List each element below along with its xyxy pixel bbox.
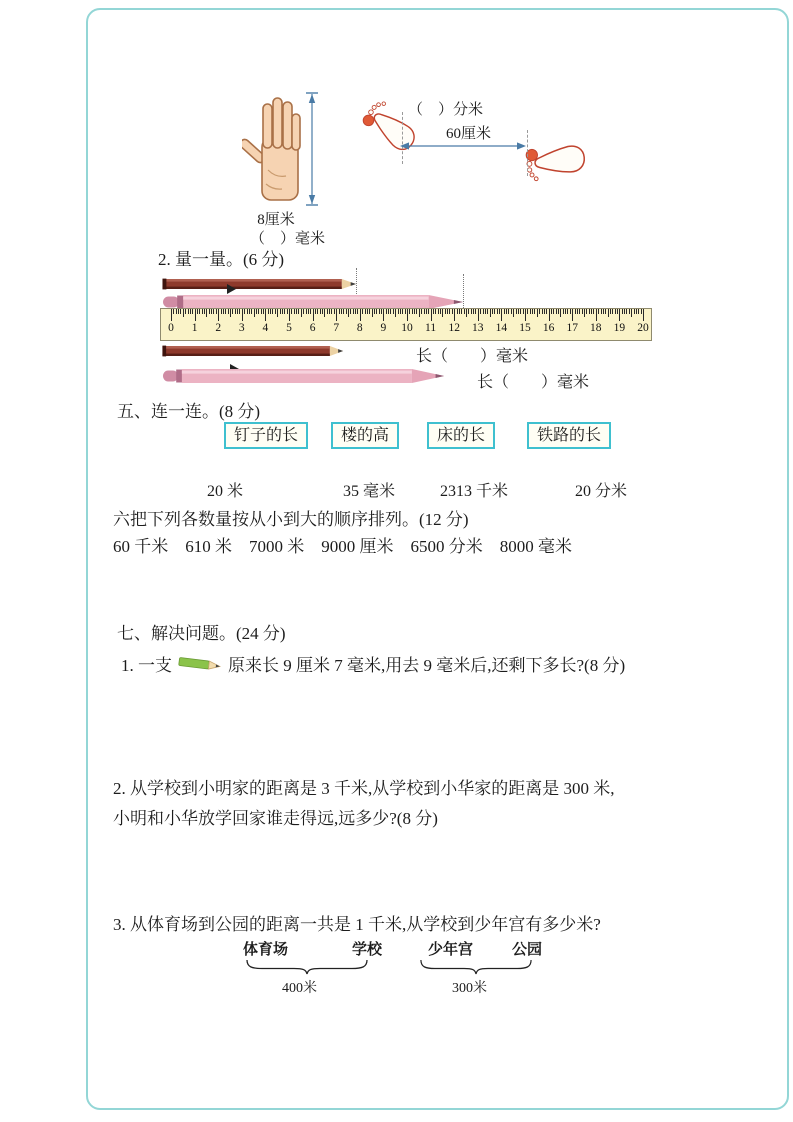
ruler-tick xyxy=(213,309,214,314)
q7-problem-1 xyxy=(121,651,625,676)
pencil-b-length-label: 长（ ）毫米 xyxy=(477,374,590,391)
ruler-tick xyxy=(608,309,609,317)
ruler-number: 3 xyxy=(238,322,245,334)
ruler-tick xyxy=(532,309,533,314)
ruler-tick xyxy=(376,309,377,314)
hand-drawing xyxy=(242,92,306,204)
ruler-tick xyxy=(294,309,295,314)
q7-problem-2-line2: 小明和小华放学回家谁走得远,远多少?(8 分) xyxy=(113,809,438,828)
pencil-dark-bottom xyxy=(162,344,345,358)
ruler-tick xyxy=(622,309,623,314)
ruler-tick xyxy=(301,309,302,317)
ruler-tick xyxy=(334,309,335,314)
ruler-tick xyxy=(188,309,189,314)
ruler-tick xyxy=(247,309,248,314)
pencil-a-length-label: 长（ ）毫米 xyxy=(416,348,529,365)
ruler-tick xyxy=(277,309,278,317)
ruler-tick xyxy=(475,309,476,314)
ruler-tick xyxy=(440,309,441,314)
ruler-tick xyxy=(324,309,325,317)
ruler-tick xyxy=(421,309,422,314)
ruler-tick xyxy=(310,309,311,314)
pencil-dark-top xyxy=(162,277,358,291)
ruler-tick xyxy=(586,309,587,314)
ruler-tick xyxy=(244,309,245,314)
ruler-tick xyxy=(466,309,467,317)
ruler-number: 11 xyxy=(425,322,437,334)
ruler-number: 14 xyxy=(495,322,508,334)
ruler-tick xyxy=(173,309,174,314)
ruler-tick xyxy=(315,309,316,314)
ruler-tick xyxy=(412,309,413,314)
ruler-tick xyxy=(487,309,488,314)
ruler-tick xyxy=(223,309,224,314)
ruler-tick xyxy=(615,309,616,314)
ruler-tick xyxy=(445,309,446,314)
match-value-2: 35 毫米 xyxy=(343,483,396,500)
ruler-tick xyxy=(582,309,583,314)
ruler-tick xyxy=(537,309,538,317)
ruler-tick xyxy=(617,309,618,314)
ruler-tick xyxy=(409,309,410,314)
ruler-tick xyxy=(249,309,250,314)
hand-figure xyxy=(242,92,306,204)
ruler-tick xyxy=(565,309,566,314)
ruler-tick xyxy=(407,309,408,321)
ruler-tick xyxy=(631,309,632,317)
ruler-tick xyxy=(478,309,479,321)
ruler-tick xyxy=(398,309,399,314)
ruler-tick xyxy=(619,309,620,321)
ruler-tick xyxy=(308,309,309,314)
ruler-tick xyxy=(572,309,573,321)
ruler-tick xyxy=(195,309,196,321)
pencil-tip-guide-2 xyxy=(463,274,464,308)
ruler-number: 6 xyxy=(309,322,316,334)
hand-height-bracket xyxy=(304,92,320,206)
ruler-tick xyxy=(180,309,181,314)
ruler-tick xyxy=(508,309,509,314)
ruler-tick xyxy=(284,309,285,314)
ruler-tick xyxy=(563,309,564,314)
ruler-tick xyxy=(216,309,217,314)
ruler-number: 9 xyxy=(380,322,387,334)
q7-problem-2-line1: 2. 从学校到小明家的距离是 3 千米,从学校到小华家的距离是 300 米, xyxy=(113,779,615,798)
ruler-tick xyxy=(232,309,233,314)
ruler-tick xyxy=(567,309,568,314)
ruler-tick xyxy=(558,309,559,314)
ruler-tick xyxy=(414,309,415,314)
ruler-tick xyxy=(591,309,592,314)
ruler xyxy=(160,308,652,341)
ruler-number: 10 xyxy=(401,322,413,334)
ruler-tick xyxy=(480,309,481,314)
ruler-tick xyxy=(388,309,389,314)
q7-problem-1-text: 原来长 9 厘米 7 毫米,用去 9 毫米后,还剩下多长?(8 分) xyxy=(228,656,626,675)
ruler-tick xyxy=(605,309,606,314)
ruler-tick xyxy=(504,309,505,314)
ruler-tick xyxy=(322,309,323,314)
ruler-tick xyxy=(317,309,318,314)
ruler-number: 4 xyxy=(262,322,269,334)
ruler-tick xyxy=(360,309,361,321)
ruler-tick xyxy=(435,309,436,314)
ruler-tick xyxy=(383,309,384,321)
ruler-tick xyxy=(357,309,358,314)
ruler-tick xyxy=(473,309,474,314)
ruler-tick xyxy=(313,309,314,321)
step-measure-arrow xyxy=(400,140,526,152)
ruler-tick xyxy=(468,309,469,314)
ruler-tick xyxy=(428,309,429,314)
ruler-tick xyxy=(374,309,375,314)
ruler-tick xyxy=(402,309,403,314)
feet-dm-blank-label: （ ）分米 xyxy=(408,102,484,118)
ruler-tick xyxy=(584,309,585,317)
ruler-tick xyxy=(629,309,630,314)
ruler-tick xyxy=(424,309,425,314)
ruler-tick xyxy=(343,309,344,314)
ruler-tick xyxy=(542,309,543,314)
ruler-tick xyxy=(603,309,604,314)
segment-2-distance-label: 300米 xyxy=(452,981,487,996)
ruler-number: 18 xyxy=(590,322,602,334)
ruler-tick xyxy=(454,309,455,321)
match-item-bed: 床的长 xyxy=(427,422,495,449)
ruler-tick xyxy=(520,309,521,314)
ruler-tick xyxy=(393,309,394,314)
ruler-tick xyxy=(579,309,580,314)
ruler-tick xyxy=(251,309,252,314)
ruler-tick xyxy=(365,309,366,314)
ruler-tick xyxy=(329,309,330,314)
ruler-number: 13 xyxy=(472,322,484,334)
ruler-tick xyxy=(291,309,292,314)
ruler-tick xyxy=(471,309,472,314)
q5-title: 五、连一连。(8 分) xyxy=(117,402,261,421)
ruler-tick xyxy=(553,309,554,314)
ruler-tick xyxy=(551,309,552,314)
match-item-nail: 钉子的长 xyxy=(224,422,308,449)
ruler-tick xyxy=(183,309,184,317)
ruler-tick xyxy=(431,309,432,321)
ruler-tick xyxy=(400,309,401,314)
ruler-tick xyxy=(497,309,498,314)
ruler-tick xyxy=(534,309,535,314)
ruler-tick xyxy=(523,309,524,314)
ruler-tick xyxy=(501,309,502,321)
ruler-tick xyxy=(452,309,453,314)
ruler-tick xyxy=(610,309,611,314)
ruler-tick xyxy=(289,309,290,321)
ruler-tick xyxy=(464,309,465,314)
ruler-tick xyxy=(239,309,240,314)
ruler-tick xyxy=(367,309,368,314)
ruler-tick xyxy=(485,309,486,314)
ruler-tick xyxy=(221,309,222,314)
ruler-tick xyxy=(447,309,448,314)
ruler-tick xyxy=(320,309,321,314)
match-value-4: 20 分米 xyxy=(575,483,628,500)
q7-title: 七、解决问题。(24 分) xyxy=(117,624,286,643)
ruler-tick xyxy=(282,309,283,314)
place-label-park: 公园 xyxy=(512,942,543,958)
ruler-ticks xyxy=(161,309,651,340)
ruler-tick xyxy=(612,309,613,314)
ruler-tick xyxy=(237,309,238,314)
ruler-number: 20 xyxy=(637,322,649,334)
ruler-tick xyxy=(395,309,396,317)
ruler-tick xyxy=(530,309,531,314)
step-length-label: 60厘米 xyxy=(446,126,492,142)
ruler-tick xyxy=(490,309,491,317)
ruler-tick xyxy=(346,309,347,314)
place-label-school: 学校 xyxy=(352,942,383,958)
ruler-tick xyxy=(457,309,458,314)
q2-title: 2. 量一量。(6 分) xyxy=(158,250,285,269)
ruler-number: 17 xyxy=(566,322,578,334)
ruler-tick xyxy=(339,309,340,314)
ruler-tick xyxy=(483,309,484,314)
ruler-tick xyxy=(336,309,337,321)
ruler-tick xyxy=(570,309,571,314)
q7-problem-3: 3. 从体育场到公园的距离一共是 1 千米,从学校到少年宫有多少米? xyxy=(113,915,601,934)
ruler-tick xyxy=(499,309,500,314)
ruler-tick xyxy=(624,309,625,314)
ruler-tick xyxy=(296,309,297,314)
q6-sequence: 60 千米 610 米 7000 米 9000 厘米 6500 分米 8000 毫米 xyxy=(113,537,572,556)
ruler-tick xyxy=(197,309,198,314)
ruler-tick xyxy=(272,309,273,314)
ruler-tick xyxy=(306,309,307,314)
ruler-tick xyxy=(341,309,342,314)
ruler-tick xyxy=(268,309,269,314)
ruler-tick xyxy=(643,309,644,321)
ruler-number: 12 xyxy=(448,322,460,334)
ruler-tick xyxy=(230,309,231,317)
ruler-tick xyxy=(270,309,271,314)
ruler-number: 7 xyxy=(333,322,340,334)
ruler-tick xyxy=(171,309,172,321)
ruler-tick xyxy=(258,309,259,314)
ruler-tick xyxy=(638,309,639,314)
ruler-tick xyxy=(426,309,427,314)
ruler-tick xyxy=(225,309,226,314)
ruler-tick xyxy=(265,309,266,321)
ruler-number: 15 xyxy=(519,322,531,334)
ruler-tick xyxy=(211,309,212,314)
ruler-tick xyxy=(261,309,262,314)
match-value-1: 20 米 xyxy=(207,483,244,500)
ruler-tick xyxy=(494,309,495,314)
ruler-number: 1 xyxy=(191,322,198,334)
ruler-tick xyxy=(206,309,207,317)
ruler-tick xyxy=(263,309,264,314)
ruler-number: 19 xyxy=(613,322,626,334)
ruler-tick xyxy=(287,309,288,314)
ruler-tick xyxy=(350,309,351,314)
ruler-tick xyxy=(372,309,373,317)
ruler-tick xyxy=(626,309,627,314)
ruler-tick xyxy=(303,309,304,314)
ruler-tick xyxy=(539,309,540,314)
ruler-tick xyxy=(589,309,590,314)
ruler-tick xyxy=(492,309,493,314)
underbrace-segment-1 xyxy=(246,957,368,975)
q7-problem-1-prefix: 1. 一支 xyxy=(121,656,172,675)
ruler-tick xyxy=(598,309,599,314)
ruler-tick xyxy=(218,309,219,321)
ruler-tick xyxy=(355,309,356,314)
ruler-tick xyxy=(575,309,576,314)
ruler-tick xyxy=(353,309,354,314)
ruler-tick xyxy=(516,309,517,314)
ruler-tick xyxy=(518,309,519,314)
underbrace-segment-2 xyxy=(420,957,532,975)
ruler-number: 5 xyxy=(286,322,292,334)
ruler-tick xyxy=(190,309,191,314)
ruler-number: 2 xyxy=(215,322,222,334)
hand-mm-blank-label: （ ）毫米 xyxy=(250,231,326,247)
ruler-tick xyxy=(438,309,439,314)
ruler-tick xyxy=(556,309,557,314)
ruler-tick xyxy=(593,309,594,314)
ruler-tick xyxy=(449,309,450,314)
ruler-tick xyxy=(386,309,387,314)
place-label-stadium: 体育场 xyxy=(243,942,289,958)
ruler-tick xyxy=(419,309,420,317)
ruler-tick xyxy=(327,309,328,314)
ruler-tick xyxy=(416,309,417,314)
ruler-tick xyxy=(390,309,391,314)
ruler-tick xyxy=(254,309,255,317)
ruler-tick xyxy=(280,309,281,314)
ruler-tick xyxy=(228,309,229,314)
segment-1-distance-label: 400米 xyxy=(282,981,317,996)
step-guide-left xyxy=(402,112,403,164)
ruler-tick xyxy=(511,309,512,314)
ruler-tick xyxy=(381,309,382,314)
ruler-number: 0 xyxy=(168,322,174,334)
ruler-tick xyxy=(298,309,299,314)
ruler-tick xyxy=(362,309,363,314)
ruler-tick xyxy=(634,309,635,314)
pencil-icon xyxy=(178,655,222,673)
ruler-tick xyxy=(202,309,203,314)
ruler-tick xyxy=(275,309,276,314)
ruler-tick xyxy=(433,309,434,314)
ruler-tick xyxy=(176,309,177,314)
match-item-building: 楼的高 xyxy=(331,422,399,449)
match-value-3: 2313 千米 xyxy=(440,483,509,500)
ruler-tick xyxy=(379,309,380,314)
step-guide-right xyxy=(527,130,528,176)
place-label-youth-palace: 少年宫 xyxy=(428,942,474,958)
ruler-tick xyxy=(461,309,462,314)
ruler-tick xyxy=(525,309,526,321)
ruler-number: 16 xyxy=(542,322,555,334)
ruler-tick xyxy=(185,309,186,314)
ruler-number: 8 xyxy=(356,322,363,334)
ruler-tick xyxy=(192,309,193,314)
ruler-tick xyxy=(641,309,642,314)
hand-width-label: 8厘米 xyxy=(257,212,295,228)
ruler-tick xyxy=(549,309,550,321)
ruler-tick xyxy=(506,309,507,314)
ruler-tick xyxy=(459,309,460,314)
ruler-tick xyxy=(369,309,370,314)
ruler-tick xyxy=(636,309,637,314)
ruler-tick xyxy=(235,309,236,314)
match-item-railway: 铁路的长 xyxy=(527,422,611,449)
ruler-tick xyxy=(242,309,243,321)
ruler-tick xyxy=(560,309,561,317)
ruler-tick xyxy=(178,309,179,314)
q6-title: 六把下列各数量按从小到大的顺序排列。(12 分) xyxy=(113,510,469,529)
ruler-tick xyxy=(544,309,545,314)
ruler-tick xyxy=(601,309,602,314)
ruler-tick xyxy=(199,309,200,314)
ruler-tick xyxy=(442,309,443,317)
ruler-tick xyxy=(256,309,257,314)
ruler-tick xyxy=(331,309,332,314)
ruler-tick xyxy=(596,309,597,321)
ruler-tick xyxy=(209,309,210,314)
ruler-tick xyxy=(546,309,547,314)
ruler-tick xyxy=(527,309,528,314)
ruler-tick xyxy=(577,309,578,314)
ruler-tick xyxy=(513,309,514,317)
ruler-tick xyxy=(204,309,205,314)
ruler-tick xyxy=(348,309,349,317)
right-footprint xyxy=(522,137,592,184)
pencil-pink-bottom xyxy=(162,367,446,385)
ruler-tick xyxy=(405,309,406,314)
